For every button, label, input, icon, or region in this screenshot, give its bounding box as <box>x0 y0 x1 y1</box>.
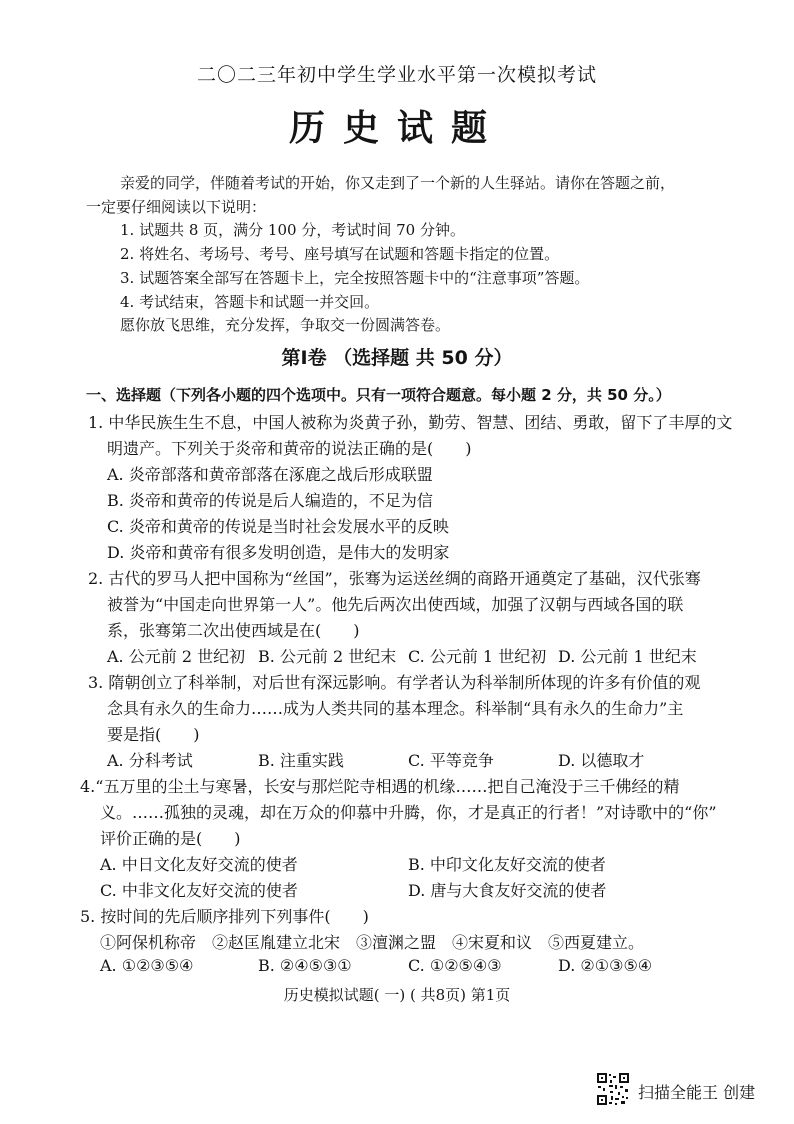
question-5-option-b: B. ②④⑤③① <box>258 956 352 975</box>
question-3-line: 念具有永久的生命力……成为人类共同的基本理念。科举制“具有永久的生命力”主 <box>107 699 684 718</box>
qr-code-icon <box>596 1072 630 1106</box>
question-2-line: 系，张骞第二次出使西域是在( ) <box>107 621 360 640</box>
question-4-line: 义。……孤独的灵魂，却在万众的仰慕中升腾，你，才是真正的行者！”对诗歌中的“你” <box>100 803 717 822</box>
question-5-option-d: D. ②①③⑤④ <box>558 956 653 975</box>
question-5-option-c: C. ①②⑤④③ <box>408 956 502 975</box>
question-3-line: 3. 隋朝创立了科举制，对后世有深远影响。有学者认为科举制所体现的许多有价值的观 <box>88 673 701 692</box>
question-1-option-b: B. 炎帝和黄帝的传说是后人编造的，不足为信 <box>107 491 433 510</box>
page-footer: 历史模拟试题( 一) ( 共8页) 第1页 <box>283 986 511 1004</box>
exam-title: 二〇二三年初中学生学业水平第一次模拟考试 <box>196 64 597 86</box>
scanner-watermark: 扫描全能王 创建 <box>638 1083 756 1102</box>
question-2-line: 2. 古代的罗马人把中国称为“丝国”，张骞为运送丝绸的商路开通奠定了基础，汉代张骞 <box>88 569 701 588</box>
question-4-option-c: C. 中非文化友好交流的使者 <box>100 881 298 900</box>
question-2-option-d: D. 公元前 1 世纪末 <box>558 647 697 666</box>
question-3-option-a: A. 分科考试 <box>107 751 193 770</box>
question-3-option-c: C. 平等竞争 <box>408 751 494 770</box>
question-1-option-a: A. 炎帝部落和黄帝部落在涿鹿之战后形成联盟 <box>107 465 433 484</box>
question-2-line: 被誉为“中国走向世界第一人”。他先后两次出使西域，加强了汉朝与西域各国的联 <box>107 595 684 614</box>
question-1-line: 1. 中华民族生生不息，中国人被称为炎黄子孙，勤劳、智慧、团结、勇敢，留下了丰厚的文 <box>88 413 733 432</box>
question-1-line: 明遗产。下列关于炎帝和黄帝的说法正确的是( ) <box>107 439 472 458</box>
question-5-line: ①阿保机称帝 ②赵匡胤建立北宋 ③澶渊之盟 ④宋夏和议 ⑤西夏建立。 <box>100 933 645 952</box>
question-1-option-c: C. 炎帝和黄帝的传说是当时社会发展水平的反映 <box>107 517 449 536</box>
question-2-option-c: C. 公元前 1 世纪初 <box>408 647 547 666</box>
question-3-line: 要是指( ) <box>107 725 200 744</box>
question-5-option-a: A. ①②③⑤④ <box>100 956 194 975</box>
question-4-line: 评价正确的是( ) <box>100 829 241 848</box>
intro-closing: 愿你放飞思维，充分发挥，争取交一份圆满答卷。 <box>120 316 451 334</box>
intro-line-1: 亲爱的同学，伴随着考试的开始，你又走到了一个新的人生驿站。请你在答题之前， <box>120 174 676 192</box>
question-3-option-d: D. 以德取才 <box>558 751 645 770</box>
section-instructions: 一、选择题（下列各小题的四个选项中。只有一项符合题意。每小题 2 分，共 50 分。） <box>86 386 671 404</box>
question-5-line: 5. 按时间的先后顺序排列下列事件( ) <box>80 907 369 926</box>
intro-line-2: 一定要仔细阅读以下说明： <box>86 198 267 216</box>
question-4-option-d: D. 唐与大食友好交流的使者 <box>408 881 607 900</box>
note-item: 3. 试题答案全部写在答题卡上，完全按照答题卡中的“注意事项”答题。 <box>120 269 590 287</box>
note-item: 1. 试题共 8 页，满分 100 分，考试时间 70 分钟。 <box>120 221 465 239</box>
question-4-line: 4.“五万里的尘土与寒暑，长安与那烂陀寺相遇的机缘……把自己淹没于三千佛经的精 <box>80 777 680 796</box>
note-item: 2. 将姓名、考场号、考号、座号填写在试题和答题卡指定的位置。 <box>120 245 560 263</box>
question-2-option-a: A. 公元前 2 世纪初 <box>107 647 246 666</box>
question-2-option-b: B. 公元前 2 世纪末 <box>258 647 397 666</box>
question-1-option-d: D. 炎帝和黄帝有很多发明创造，是伟大的发明家 <box>107 543 450 562</box>
note-item: 4. 考试结束，答题卡和试题一并交回。 <box>120 293 380 311</box>
question-3-option-b: B. 注重实践 <box>258 751 344 770</box>
section-title: 第Ⅰ卷 （选择题 共 50 分） <box>281 347 513 369</box>
question-4-option-a: A. 中日文化友好交流的使者 <box>100 855 298 874</box>
question-4-option-b: B. 中印文化友好交流的使者 <box>408 855 606 874</box>
subject-title: 历史试题 <box>288 107 505 149</box>
